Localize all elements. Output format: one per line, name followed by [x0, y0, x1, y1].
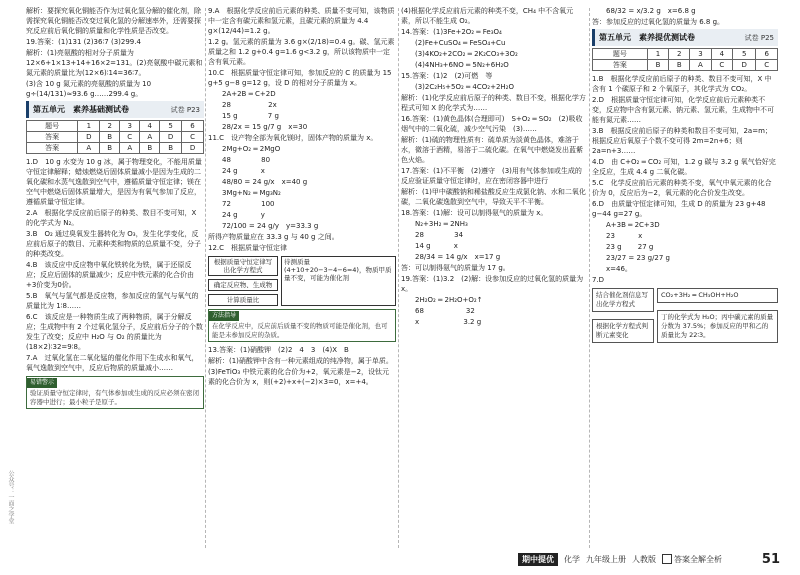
answer-item: 1.D 10 g 水变为 10 g 冰，属于物理变化，不能用质量守恒定律解释；蜡烛燃烧后固体质量减小是因为生成的二氧化碳和水蒸气逸散到空气中，遵循质量守恒定律；镁在空气中燃烧后固体质量增大，是因为有氧气参加了反应，遵循质量守恒定律。 [26, 158, 202, 206]
column-2 [208, 6, 396, 554]
answer-item: 11.C 设产物全部为氧化镁时，固体产物的质量为 x。 [208, 134, 378, 142]
text-line: 解析：要探究氧化铜能否作为过氧化氢分解的催化剂，除需探究氧化铜能否改变过氧化氢的分解速率外，还需要探究反应前后氧化铜的质量和化学性质是否改变。 [26, 7, 201, 35]
answer-item: 解析：(1)化学反应前后原子的种类、数目不变，根据化学方程式可知 X 的化学式为…… [401, 94, 586, 112]
side-watermark: 公众号：一面之学堂 [7, 470, 14, 524]
text-line: 68/32 = x/3.2 g x=6.8 g [606, 7, 696, 15]
text-line: 解析：(1)亮氨酸的相对分子质量为12×6+1×13+14+16×2=131。(2)亮氨酸中碳元素和氮元素的质量比为(12×6)∶14=36∶7。 [26, 49, 203, 77]
unit-header [26, 101, 204, 118]
tip-text: 在化学反应中，反应前后质量不变的物质可能是催化剂，也可能是未参加反应的杂质。 [212, 322, 388, 339]
answer-item: 9.A 根据化学反应前后元素的种类、质量不变可知，该物质中一定含有碳元素和氢元素，且碳元素的质量为 4.4 g×(12/44)=1.2 g。 [208, 7, 395, 35]
answer-item: 6.D 由质量守恒定律可知，生成 D 的质量为 23 g+48 g−44 g=27 g。 [592, 200, 766, 218]
tip-tag: 易错警示 [27, 378, 57, 388]
tip-box [208, 309, 396, 342]
answer-item: (4)根据化学反应前后元素的种类不变，CH₄ 中不含氧元素，所以不能生成 O₂。 [401, 7, 574, 25]
table-row: 答案 D B C A D C [27, 132, 204, 143]
answer-item: 4.D 由 C+O₂ ═ CO₂ 可知，1.2 g 碳与 3.2 g 氧气恰好完全反应，生成 4.4 g 二氧化碳。 [592, 158, 776, 176]
answer-item: 17.答案：(1)不平衡 (2)遵守 (3)用有气体参加或生成的反应验证质量守恒定律时，应在密闭容器中进行 [401, 167, 582, 185]
column-4 [592, 6, 778, 554]
qr-icon [662, 554, 672, 564]
answer-item: 7.D [592, 276, 605, 284]
table-row: 答案 B B A C D C [593, 60, 778, 71]
answer-item: 5.C 化学反应前后元素的种类不变，氧气中氧元素的化合价为 0，反应后为−2，氧元素的化合价发生改变。 [592, 179, 772, 197]
equation-block: N₂+3H₂ ═ 2NH₃ 28 34 14 g x 28/34 = 14 g/x x=17 g [415, 220, 501, 261]
answer-item: 解析：(1)硫的物理性质有：硫单质为淡黄色晶体，难溶于水，微溶于酒精，易溶于二硫化碳。在氧气中燃烧发出蓝紫色火焰。 [401, 136, 583, 164]
answer-item: 18.答案：(1)解：设可以制得氨气的质量为 x。 [401, 209, 548, 217]
equation-block: 2A+2B ═ C+2D 28 2x 15 g 7 g 28/2x = 15 g/7 g x=30 [222, 90, 308, 131]
flow-node: 确定反应物、生成物 [208, 279, 278, 291]
column-divider [205, 8, 207, 548]
unit-reference: 试卷 P25 [744, 33, 774, 42]
flow-note: 待测质量 (4+10+20−3−4−6=4)，物质甲质量不变，可能为催化剂 [281, 256, 396, 306]
flow-diagram [592, 286, 778, 345]
tip-text: 验证质量守恒定律时，有气体参加或生成的反应必须在密闭容器中进行；最小粒子是原子。 [30, 389, 199, 406]
answer-item: 5.B 氧气与氢气都是反应物，参加反应的氢气与氧气的质量比为 1∶8…… [26, 292, 199, 310]
equation-block: A+3B ═ 2C+3D 23 x 23 g 27 g 23/27 = 23 g/27 g x=46。 [606, 221, 670, 273]
answer-item: (3)FeTiO₃ 中铁元素的化合价为+2，氧元素是−2，设钛元素的化合价为 x，则(+2)+x+(−2)×3=0，x=+4。 [208, 368, 390, 386]
text-line: 答：可以制得氨气的质量为 17 g。 [401, 264, 510, 272]
text-line: 19.答案：(1)131 (2)36∶7 (3)299.4 [26, 38, 141, 46]
answer-table [26, 120, 204, 154]
footer-brand: 期中提优 [518, 553, 558, 566]
column-1 [26, 6, 204, 554]
flow-node: CO₂+3H₂ ═ CH₃OH+H₂O [657, 288, 778, 303]
answer-item: (2)Fe+CuSO₄ ═ FeSO₄+Cu [415, 39, 506, 47]
tip-tag: 方法指导 [209, 311, 239, 321]
answer-table [592, 48, 778, 71]
answer-item: 6.C 该反应是一种物质生成了两种物质，属于分解反应；生成物中有 2 个过氧化氢分子，反应前后分子的个数发生了改变；反应中 H₂O 与 O₂ 的质量比为 (18×2)∶32=9∶8。 [26, 313, 203, 351]
equation-block: 2Mg+O₂ ═ 2MgO 48 80 24 g x 48/80 = 24 g/x x=40 g [222, 145, 308, 186]
unit-reference: 试卷 P23 [170, 105, 200, 114]
footer-subject: 化学 [564, 554, 580, 564]
answer-item: 10.C 根据质量守恒定律可知，参加反应的 C 的质量为 15 g+5 g−8 g=12 g，设 D 的相对分子质量为 x。 [208, 69, 392, 87]
answer-item: (3)2C₂H₅+5O₂ ═ 4CO₂+2H₂O [415, 83, 514, 91]
text-line: 所得产物质量应在 33.3 g 与 40 g 之间。 [208, 233, 339, 241]
answer-item: 12.C 根据质量守恒定律 [208, 244, 288, 252]
table-row: 答案 A B A B B D [27, 143, 204, 154]
page-footer [518, 550, 780, 568]
answer-item: (3)4KO₂+2CO₂ ═ 2K₂CO₃+3O₂ [415, 50, 518, 58]
answer-item: 1.B 根据化学反应前后原子的种类、数目不变可知，X 中含有 1 个碳原子和 2 个氧原子，其化学式为 CO₂。 [592, 75, 772, 93]
column-3 [401, 6, 587, 554]
flow-node: 根据质量守恒定律写出化学方程式 [208, 256, 278, 276]
answer-item: 4.B 该反应中反应物中氧化铁转化为铁，属于还原反应；反应后固体的质量减少；反应中铁元素的化合价由+3价变为0价。 [26, 261, 194, 289]
footer-section: 答案全解全析 [662, 554, 722, 565]
answer-item: 3.B O₂ 通过臭氧发生器转化为 O₃，发生化学变化，反应前后原子的数目、元素种类和物质的总质量不变，分子的种类改变。 [26, 230, 201, 258]
page-number: 51 [761, 551, 780, 567]
table-row: 题号 1 2 3 4 5 6 [27, 121, 204, 132]
unit-header [592, 29, 778, 46]
text-line: (3)含 10 g 氮元素的亮氨酸的质量为 10 g÷(14/131)≈93.6 g……299.4 g。 [26, 80, 152, 98]
answer-item: 3.B 根据反应前后原子的种类和数目不变可知，2a=m；根据反应后氧原子个数不变可得 2m=2n+6；则 2a=n+3…… [592, 127, 772, 155]
tip-box [26, 376, 204, 409]
text-line: 答：参加反应的过氧化氢的质量为 6.8 g。 [592, 18, 725, 26]
flow-node: 根据化学方程式判断元素变化 [592, 319, 654, 343]
answer-item: 解析：(1)甲中碳酸钠和稀盐酸反应生成氯化钠、水和二氧化碳，二氧化碳逸散到空气中，导致天平不平衡。 [401, 188, 586, 206]
answer-item: 2.A 根据化学反应前后原子的种类、数目不变可知，X 的化学式为 N₂。 [26, 209, 197, 227]
flow-node: 结合催化剂信息写出化学方程式 [592, 288, 654, 312]
answer-item: (4)4NH₃+6NO ═ 5N₂+6H₂O [415, 61, 509, 69]
answer-item: 16.答案：(1)黄色晶体(合理即可) S+O₂ ═ SO₂ (2)吸收烟气中的二氧化硫，减少空气污染 (3)…… [401, 115, 583, 133]
flow-node: 丁的化学式为 H₂O；丙中碳元素的质量分数为 37.5%；参加反应的甲和乙的质量比为 22∶3。 [657, 310, 778, 343]
answer-item: 7.A 过氧化氢在二氧化锰的催化作用下生成水和氧气，氧气逸散到空气中，反应后物质的质量减小…… [26, 354, 199, 372]
column-divider [589, 8, 591, 548]
table-row: 题号 1 2 3 4 5 6 [593, 49, 778, 60]
equation-block: 3Mg+N₂ ═ Mg₃N₂ 72 100 24 g y 72/100 = 24 g/y y=33.3 g [222, 189, 319, 230]
answer-item: 14.答案：(1)3Fe+2O₂ ═ Fe₃O₄ [401, 28, 502, 36]
footer-edition: 人教版 [632, 554, 656, 564]
column-divider [398, 8, 400, 548]
unit-title: 第五单元 素养基础测试卷 [33, 104, 129, 114]
answer-item: 13.答案：(1)硝酸钾 (2)2 4 3 (4)X B [208, 346, 349, 354]
flow-node: 计算质量比 [208, 294, 278, 306]
footer-grade: 九年级上册 [586, 554, 626, 564]
unit-title: 第五单元 素养提优测试卷 [599, 32, 695, 42]
answer-item: 1.2 g。氢元素的质量为 3.6 g×(2/18)=0.4 g。碳、氢元素质量之和 1.2 g+0.4 g=1.6 g<3.2 g，所以该物质中一定含有氧元素。 [208, 38, 395, 66]
answer-item: 15.答案：(1)2 (2)可燃 等 [401, 72, 493, 80]
answer-item: 2.D 根据质量守恒定律可知，化学反应前后元素种类不变，反应物中含有氯元素、钠元素、氢元素，生成物中不可能有氮元素…… [592, 96, 774, 124]
equation-block: 2H₂O₂ ═ 2H₂O+O₂↑ 68 32 x 3.2 g [415, 296, 483, 326]
answer-item: 解析：(1)硝酸钾中含有一种元素组成的纯净物，属于单质。 [208, 357, 393, 365]
answer-item: 19.答案：(1)3.2 (2)解：设参加反应的过氧化氢的质量为 x。 [401, 275, 584, 293]
flow-diagram [208, 256, 396, 306]
